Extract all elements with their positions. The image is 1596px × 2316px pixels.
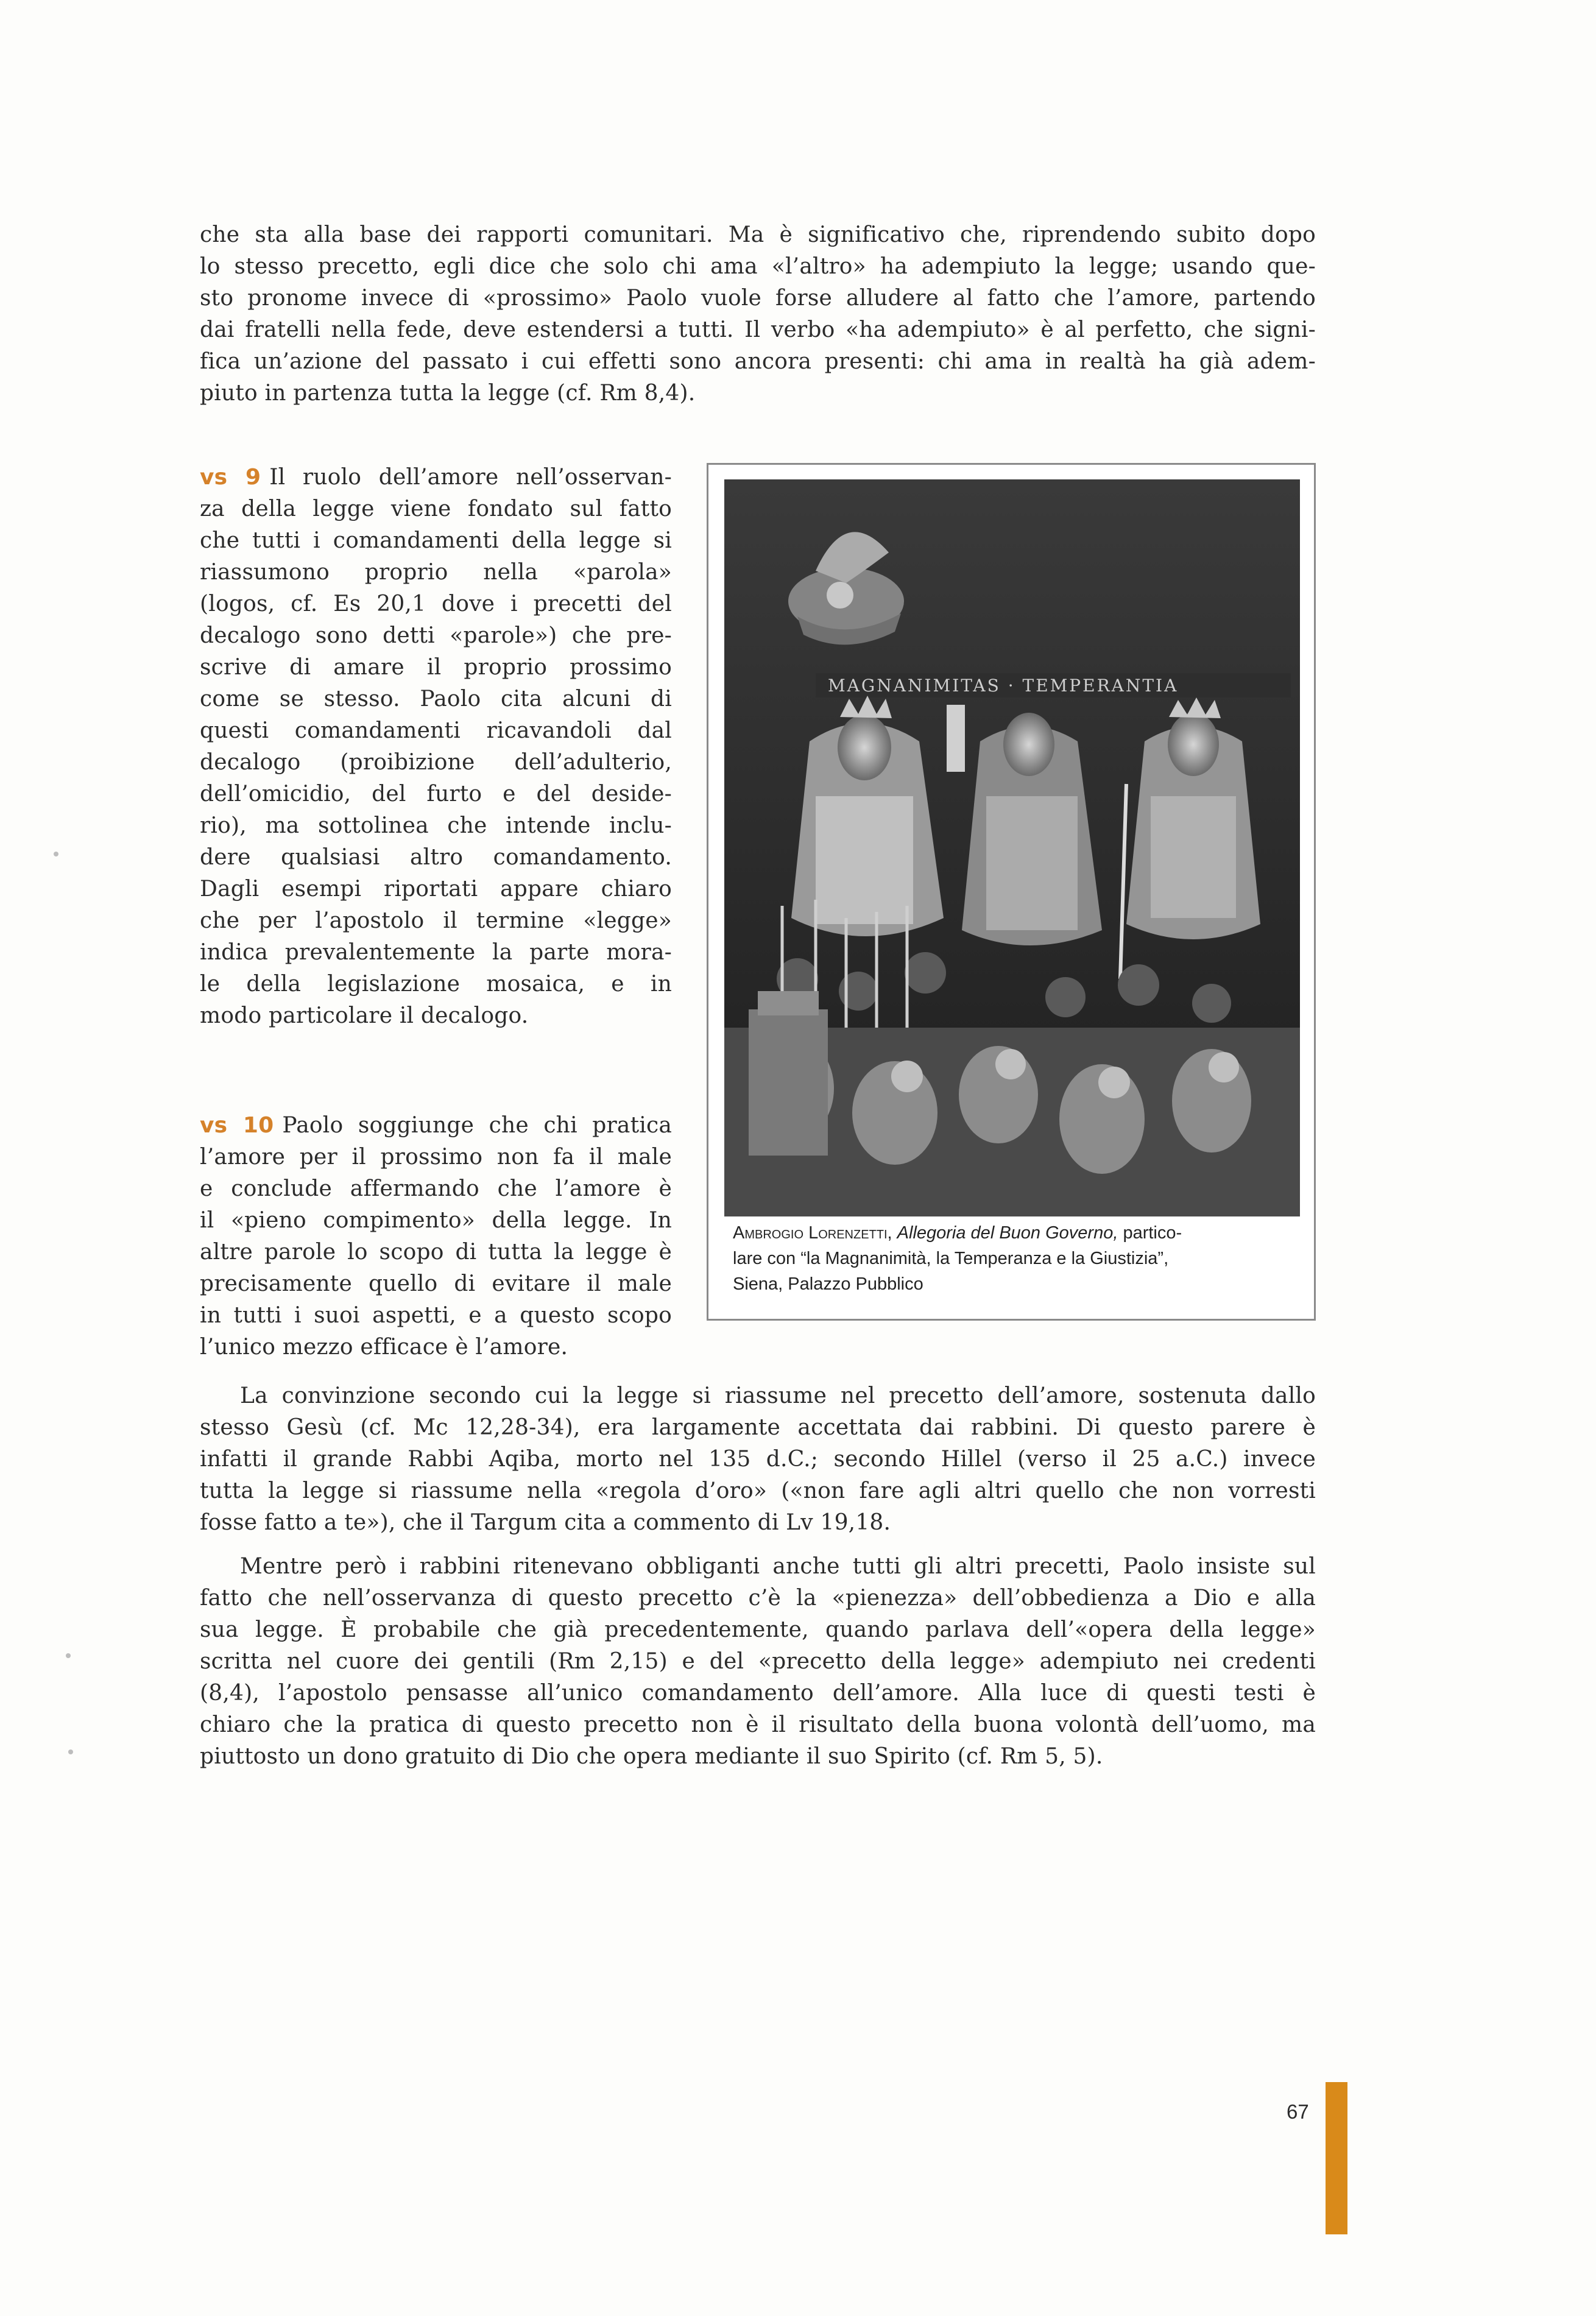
scan-speck <box>66 1653 71 1658</box>
text-line: altre parole lo scopo di tutta la legge è <box>200 1240 672 1265</box>
text-line <box>200 1110 672 1142</box>
vs9-paragraph <box>200 462 672 1032</box>
caption-rest: partico- <box>1118 1223 1182 1243</box>
text-line-content: Paolo soggiunge che chi pratica <box>282 1113 673 1138</box>
text-line: l’amore per il prossimo non fa il male <box>200 1145 672 1170</box>
text-line: (8,4), l’apostolo pensasse all’unico comandamento dell’amore. Alla luce di questi testi è <box>200 1681 1316 1706</box>
caption-line-3: Siena, Palazzo Pubblico <box>733 1274 923 1294</box>
text-line: dell’omicidio, del furto e del deside- <box>200 782 672 807</box>
text-line: riassumono proprio nella «parola» <box>200 560 672 585</box>
scan-speck <box>54 852 58 856</box>
text-line: che sta alla base dei rapporti comunitari. Ma è significativo che, riprendendo subito dopo <box>200 222 1316 247</box>
text-line <box>200 462 672 493</box>
text-line: modo particolare il decalogo. <box>200 1003 529 1028</box>
verse-label: vs 9 <box>200 465 261 490</box>
text-line: za della legge viene fondato sul fatto <box>200 496 672 521</box>
scan-speck <box>68 1749 73 1754</box>
figure-box <box>707 463 1316 1321</box>
text-line: Mentre però i rabbini ritenevano obbliganti anche tutti gli altri precetti, Paolo insiste sul <box>240 1554 1316 1579</box>
text-line: il «pieno compimento» della legge. In <box>200 1208 672 1233</box>
text-line: piuttosto un dono gratuito di Dio che opera mediante il suo Spirito (cf. Rm 5, 5). <box>200 1744 1103 1769</box>
text-line: lo stesso precetto, egli dice che solo chi ama «l’altro» ha adempiuto la legge; usando que- <box>200 254 1316 279</box>
text-line: La convinzione secondo cui la legge si riassume nel precetto dell’amore, sostenuta dallo <box>240 1383 1316 1408</box>
verse-label: vs 10 <box>200 1113 274 1138</box>
text-line: che tutti i comandamenti della legge si <box>200 528 672 553</box>
text-line: scritta nel cuore dei gentili (Rm 2,15) e del «precetto della legge» adempiuto nei credenti <box>200 1649 1316 1674</box>
text-line: scrive di amare il proprio prossimo <box>200 655 672 680</box>
figure-caption <box>733 1220 1293 1297</box>
text-line: fatto che nell’osservanza di questo precetto c’è la «pienezza» dell’obbedienza a Dio e alla <box>200 1586 1316 1611</box>
text-line: fosse fatto a te»), che il Targum cita a commento di Lv 19,18. <box>200 1510 891 1535</box>
intro-paragraph <box>200 219 1316 409</box>
fresco-banner-text: MAGNANIMITAS · TEMPERANTIA <box>828 676 1179 696</box>
text-line: indica prevalentemente la parte mora- <box>200 940 672 965</box>
text-line: in tutti i suoi aspetti, e a questo scopo <box>200 1303 672 1328</box>
text-line: come se stesso. Paolo cita alcuni di <box>200 687 672 711</box>
caption-title: Allegoria del Buon Governo, <box>897 1223 1118 1243</box>
closing-paragraph <box>200 1551 1316 1773</box>
text-line: precisamente quello di evitare il male <box>200 1271 672 1296</box>
text-line: sto pronome invece di «prossimo» Paolo vuole forse alludere al fatto che l’amore, partendo <box>200 286 1316 311</box>
text-line: decalogo sono detti «parole») che pre- <box>200 623 672 648</box>
page-accent-bar <box>1326 2082 1347 2234</box>
text-line: Dagli esempi riportati appare chiaro <box>200 877 672 902</box>
text-line: fica un’azione del passato i cui effetti sono ancora presenti: chi ama in realtà ha già adem- <box>200 349 1316 374</box>
text-line: infatti il grande Rabbi Aqiba, morto nel 135 d.C.; secondo Hillel (verso il 25 a.C.) invece <box>200 1447 1316 1472</box>
vs10-paragraph <box>200 1110 672 1363</box>
text-line: tutta la legge si riassume nella «regola d’oro» («non fare agli altri quello che non vorresti <box>200 1478 1316 1503</box>
text-line: piuto in partenza tutta la legge (cf. Rm 8,4). <box>200 381 696 406</box>
text-line: che per l’apostolo il termine «legge» <box>200 908 672 933</box>
text-line: rio), ma sottolinea che intende inclu- <box>200 813 672 838</box>
text-line: le della legislazione mosaica, e in <box>200 972 672 997</box>
page-number: 67 <box>1287 2100 1309 2123</box>
text-line: chiaro che la pratica di questo precetto non è il risultato della buona volontà dell’uomo, ma <box>200 1712 1316 1737</box>
text-line: dere qualsiasi altro comandamento. <box>200 845 672 870</box>
text-line: sua legge. È probabile che già precedentemente, quando parlava dell’«opera della legge» <box>200 1617 1316 1642</box>
text-line: dai fratelli nella fede, deve estendersi a tutti. Il verbo «ha adempiuto» è al perfetto, che signi- <box>200 317 1316 342</box>
text-line-content: Il ruolo dell’amore nell’osservan- <box>269 465 672 490</box>
text-line: l’unico mezzo efficace è l’amore. <box>200 1335 568 1360</box>
fresco-image <box>724 479 1300 1216</box>
text-line: questi comandamenti ricavandoli dal <box>200 718 672 743</box>
text-line: decalogo (proibizione dell’adulterio, <box>200 750 672 775</box>
text-line: stesso Gesù (cf. Mc 12,28-34), era largamente accettata dai rabbini. Di questo parere è <box>200 1415 1316 1440</box>
text-line: (logos, cf. Es 20,1 dove i precetti del <box>200 591 672 616</box>
caption-author: Ambrogio Lorenzetti, <box>733 1223 892 1243</box>
caption-line-2: lare con “la Magnanimità, la Temperanza e la Giustizia”, <box>733 1249 1169 1268</box>
rabbis-paragraph <box>200 1380 1316 1539</box>
text-line: e conclude affermando che l’amore è <box>200 1176 672 1201</box>
